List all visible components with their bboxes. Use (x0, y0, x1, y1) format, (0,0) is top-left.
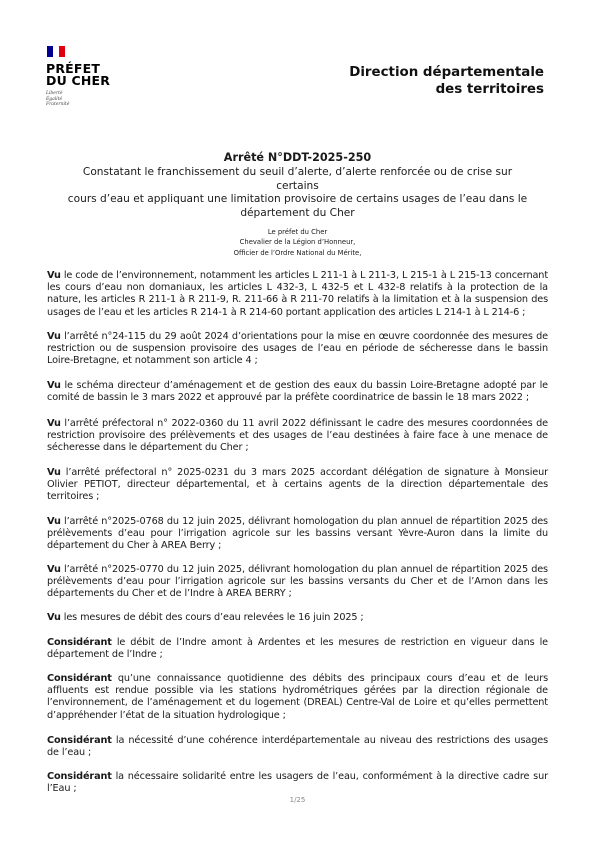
paragraph-lead: Considérant (47, 637, 112, 648)
subtitle-line: cours d’eau et appliquant une limitation provisoire de certains usages de l’eau dans le (67, 193, 528, 206)
marianne-flag-icon (47, 46, 65, 57)
paragraph-lead: Vu (47, 467, 61, 478)
subtitle-line: département du Cher (240, 206, 355, 219)
page-number: 1/25 (289, 796, 306, 804)
paragraph-lead: Vu (47, 270, 61, 281)
direction-line-1: Direction départementale (349, 65, 544, 80)
paragraph-vu-arrete-orientations (47, 331, 548, 368)
paragraph-text: l’arrêté n°2025-0768 du 12 juin 2025, délivrant homologation du plan annuel de répartition 2025 des prélèvements d’eau pour l’irrigation agricole sur les bassins versant Yèvre-Auron dans la limite du département du Cher à AREA Berry ; (47, 516, 548, 552)
paragraph-text: qu’une connaissance quotidienne des débits des principaux cours d’eau et de leurs affluents est rendue possible via les stations hydrométriques gérées par la direction régionale de l’environnement, de l’aménagement et du logement (DREAL) Centre-Val de Loire et qu’elles permettent d’appréhender l’état de la situation hydrologique ; (47, 673, 548, 721)
paragraph-lead: Vu (47, 331, 61, 342)
paragraph-lead: Vu (47, 418, 61, 429)
prefet-block (0, 227, 595, 258)
document-title: Arrêté N°DDT-2025-250 (223, 151, 372, 164)
prefet-line: Chevalier de la Légion d’Honneur, (239, 238, 356, 247)
paragraph-text: l’arrêté préfectoral n° 2025-0231 du 3 mars 2025 accordant délégation de signature à Monsieur Olivier PETIOT, directeur départemental, et à certains agents de la direction départementale des territoires ; (47, 467, 548, 503)
motto (46, 91, 126, 108)
motto-line: Liberté (46, 91, 63, 96)
paragraph-considerant-solidarite (47, 771, 548, 795)
motto-line: Égalité (46, 96, 63, 102)
paragraph-text: l’arrêté n°24-115 du 29 août 2024 d’orientations pour la mise en œuvre coordonnée des mesures de restriction ou de suspension provisoire des usages de l’eau en période de sécheresse dans le bassin Loire-Bretagne, et notamment son article 4 ; (47, 331, 548, 367)
paragraph-text: le débit de l’Indre amont à Ardentes et les mesures de restriction en vigueur dans le département de l’Indre ; (47, 637, 548, 661)
paragraph-vu-sdage (47, 380, 548, 404)
paragraph-lead: Vu (47, 516, 61, 527)
flag-red (59, 46, 65, 57)
paragraph-vu-mesures-debit (47, 612, 548, 624)
prefet-line: Le préfet du Cher (267, 228, 328, 236)
direction-line-2: des territoires (435, 82, 544, 97)
direction-heading (349, 64, 544, 98)
paragraph-vu-arrete-cadre (47, 418, 548, 455)
paragraph-vu-delegation (47, 467, 548, 504)
paragraph-lead: Considérant (47, 673, 112, 684)
paragraph-lead: Vu (47, 564, 61, 575)
logo-line-2: DU CHER (46, 73, 111, 88)
paragraph-considerant-connaissance (47, 673, 548, 722)
motto-line: Fraternité (46, 102, 70, 107)
paragraph-text: la nécessité d’une cohérence interdépartementale au niveau des restrictions des usages de l’eau ; (47, 735, 548, 759)
paragraph-considerant-coherence (47, 735, 548, 759)
paragraph-considerant-indre (47, 637, 548, 661)
paragraph-text: le schéma directeur d’aménagement et de gestion des eaux du bassin Loire-Bretagne adopté par le comité de bassin le 3 mars 2022 et approuvé par la préfète coordinatrice de bassin le 18 mars 2022 ; (47, 380, 548, 404)
paragraph-lead: Vu (47, 380, 61, 391)
paragraph-vu-code-environnement (47, 270, 548, 319)
paragraph-vu-arrete-0770 (47, 564, 548, 601)
paragraph-lead: Considérant (47, 735, 112, 746)
paragraph-text: les mesures de débit des cours d’eau relevées le 16 juin 2025 ; (60, 612, 364, 623)
logo-line-1: PRÉFET (46, 61, 101, 76)
subtitle-line: Constatant le franchissement du seuil d’alerte, d’alerte renforcée ou de crise sur certains (82, 166, 513, 192)
paragraph-lead: Considérant (47, 771, 112, 782)
prefet-logo (46, 46, 126, 108)
paragraph-text: le code de l’environnement, notamment les articles L 211-1 à L 211-3, L 215-1 à L 215-13 concernant les cours d’eau non domaniaux, les articles L 432-3, L 432-5 et L 432-8 relatifs à la protection de la nature, les articles R 211-1 à R 211-9, R. 211-66 à R 211-70 relatifs à la limitation et à la suspension des usages de l’eau et les articles R 214-1 à R 214-60 portant application des articles L 214-1 à L 214-6 ; (47, 270, 548, 318)
paragraph-text: la nécessaire solidarité entre les usagers de l’eau, conformément à la directive cadre sur l’Eau ; (47, 771, 548, 795)
paragraph-lead: Vu (47, 612, 61, 623)
paragraph-text: l’arrêté préfectoral n° 2022-0360 du 11 avril 2022 définissant le cadre des mesures coordonnées de restriction provisoire des prélèvements et des usages de l’eau destinées à faire face à une menace de sécheresse dans le département du Cher ; (47, 418, 548, 454)
paragraph-text: l’arrêté n°2025-0770 du 12 juin 2025, délivrant homologation du plan annuel de répartition 2025 des prélèvements d’eau pour l’irrigation agricole sur les bassins versants du Cher et de l’Arnon dans les départements du Cher et de l’Indre à AREA BERRY ; (47, 564, 548, 600)
paragraph-vu-arrete-0768 (47, 516, 548, 553)
document-subtitle (60, 166, 535, 220)
prefet-line: Officier de l’Ordre National du Mérite, (233, 248, 362, 257)
